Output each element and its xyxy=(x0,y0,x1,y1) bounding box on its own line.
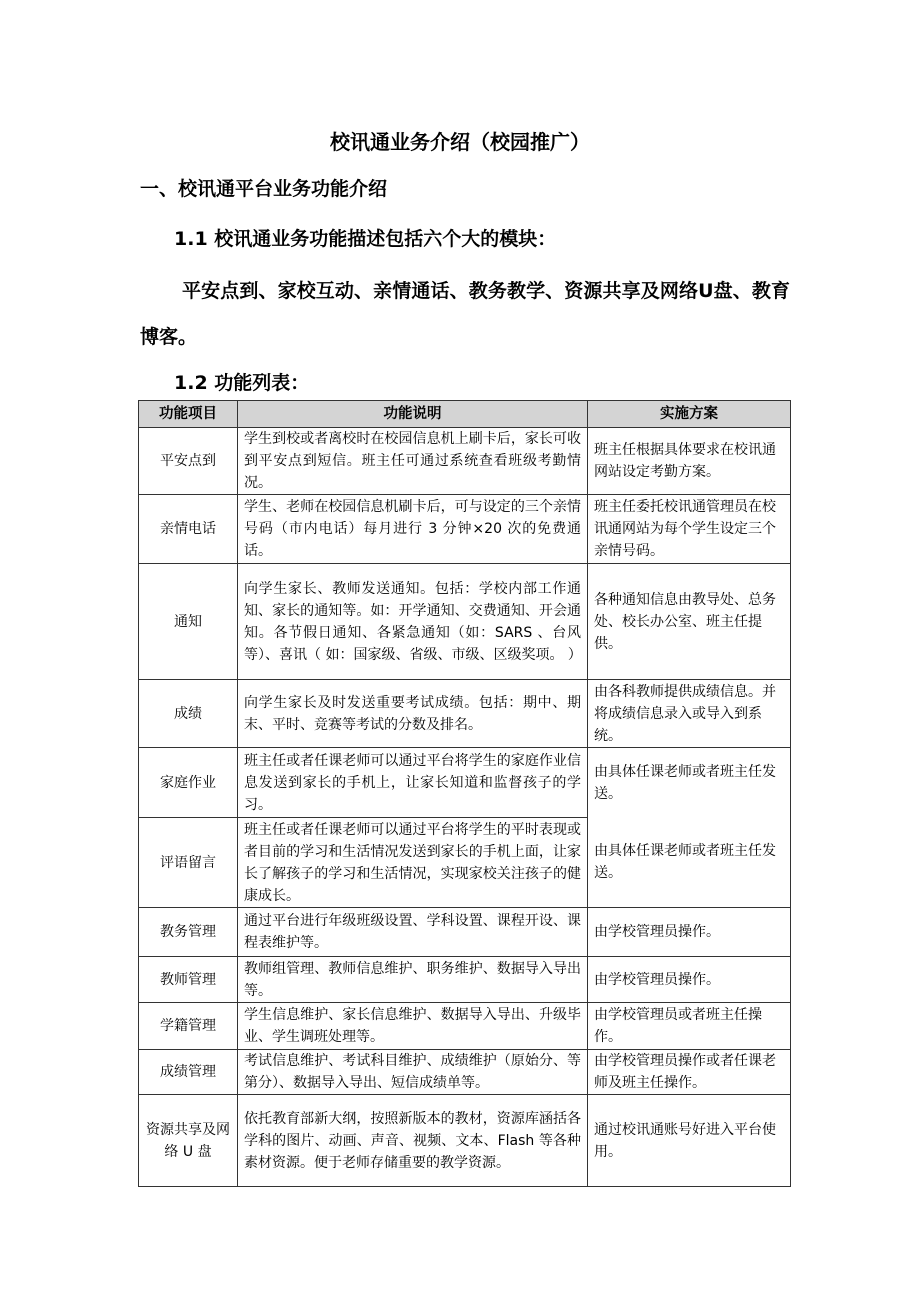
table-row xyxy=(139,428,791,495)
feature-table xyxy=(138,400,791,1187)
cell-plan: 由各科教师提供成绩信息。并将成绩信息录入或导入到系统。 xyxy=(588,680,791,748)
cell-plan: 由学校管理员操作或者任课老师及班主任操作。 xyxy=(588,1050,791,1095)
subsection-heading-1-1: 1.1 校讯通业务功能描述包括六个大的模块： xyxy=(174,228,557,250)
subsection-heading-1-2: 1.2 功能列表： xyxy=(174,372,310,394)
cell-desc: 学生信息维护、家长信息维护、数据导入导出、升级毕业、学生调班处理等。 xyxy=(238,1003,588,1050)
document-title: 校讯通业务介绍（校园推广） xyxy=(330,130,590,154)
cell-item: 成绩 xyxy=(139,680,238,748)
cell-item: 通知 xyxy=(139,564,238,680)
cell-desc: 学生到校或者离校时在校园信息机上刷卡后，家长可收到平安点到短信。班主任可通过系统查看班级考勤情况。 xyxy=(238,428,588,495)
header-desc: 功能说明 xyxy=(238,401,588,428)
cell-desc: 班主任或者任课老师可以通过平台将学生的平时表现或者目前的学习和生活情况发送到家长的手机上面，让家长了解孩子的学习和生活情况，实现家校关注孩子的健康成长。 xyxy=(238,818,588,908)
cell-item: 成绩管理 xyxy=(139,1050,238,1095)
cell-desc: 向学生家长及时发送重要考试成绩。包括：期中、期末、平时、竞赛等考试的分数及排名。 xyxy=(238,680,588,748)
cell-item: 评语留言 xyxy=(139,818,238,908)
table-row xyxy=(139,908,791,957)
cell-plan: 由具体任课老师或者班主任发送。 xyxy=(588,818,791,908)
cell-plan: 由具体任课老师或者班主任发送。 xyxy=(588,748,791,818)
cell-desc: 教师组管理、教师信息维护、职务维护、数据导入导出等。 xyxy=(238,957,588,1003)
cell-plan: 由学校管理员操作。 xyxy=(588,957,791,1003)
cell-desc: 依托教育部新大纲，按照新版本的教材，资源库涵括各学科的图片、动画、声音、视频、文本、Flash 等各种素材资源。便于老师存储重要的教学资源。 xyxy=(238,1095,588,1187)
cell-desc: 学生、老师在校园信息机刷卡后，可与设定的三个亲情号码（市内电话）每月进行 3 分钟×20 次的免费通话。 xyxy=(238,495,588,564)
cell-plan: 由学校管理员操作。 xyxy=(588,908,791,957)
cell-desc: 向学生家长、教师发送通知。包括：学校内部工作通知、家长的通知等。如：开学通知、交费通知、开会通知。各节假日通知、各紧急通知（如：SARS 、台风等）、喜讯（ 如：国家级、省级、市级、区级奖项。 ） xyxy=(238,564,588,680)
cell-plan: 班主任委托校讯通管理员在校讯通网站为每个学生设定三个亲情号码。 xyxy=(588,495,791,564)
table-row xyxy=(139,1095,791,1187)
cell-item: 教务管理 xyxy=(139,908,238,957)
cell-plan: 各种通知信息由教导处、总务处、校长办公室、班主任提供。 xyxy=(588,564,791,680)
cell-desc: 通过平台进行年级班级设置、学科设置、课程开设、课程表维护等。 xyxy=(238,908,588,957)
table-row xyxy=(139,818,791,908)
table-row xyxy=(139,1050,791,1095)
modules-paragraph: 平安点到、家校互动、亲情通话、教务教学、资源共享及网络U盘、教育博客。 xyxy=(140,280,790,348)
table-row xyxy=(139,1003,791,1050)
cell-item: 学籍管理 xyxy=(139,1003,238,1050)
cell-item: 家庭作业 xyxy=(139,748,238,818)
table-row xyxy=(139,564,791,680)
cell-plan: 通过校讯通账号好进入平台使用。 xyxy=(588,1095,791,1187)
cell-plan: 由学校管理员或者班主任操作。 xyxy=(588,1003,791,1050)
header-plan: 实施方案 xyxy=(588,401,791,428)
section-heading: 一、校讯通平台业务功能介绍 xyxy=(140,178,388,200)
cell-desc: 班主任或者任课老师可以通过平台将学生的家庭作业信息发送到家长的手机上，让家长知道和监督孩子的学习。 xyxy=(238,748,588,818)
cell-item: 平安点到 xyxy=(139,428,238,495)
cell-item: 资源共享及网络 U 盘 xyxy=(139,1095,238,1187)
table-row xyxy=(139,680,791,748)
header-item: 功能项目 xyxy=(139,401,238,428)
table-header-row xyxy=(139,401,791,428)
cell-item: 亲情电话 xyxy=(139,495,238,564)
table-row xyxy=(139,748,791,818)
cell-desc: 考试信息维护、考试科目维护、成绩维护（原始分、等第分）、数据导入导出、短信成绩单等。 xyxy=(238,1050,588,1095)
table-row xyxy=(139,957,791,1003)
cell-plan: 班主任根据具体要求在校讯通网站设定考勤方案。 xyxy=(588,428,791,495)
table-row xyxy=(139,495,791,564)
cell-item: 教师管理 xyxy=(139,957,238,1003)
